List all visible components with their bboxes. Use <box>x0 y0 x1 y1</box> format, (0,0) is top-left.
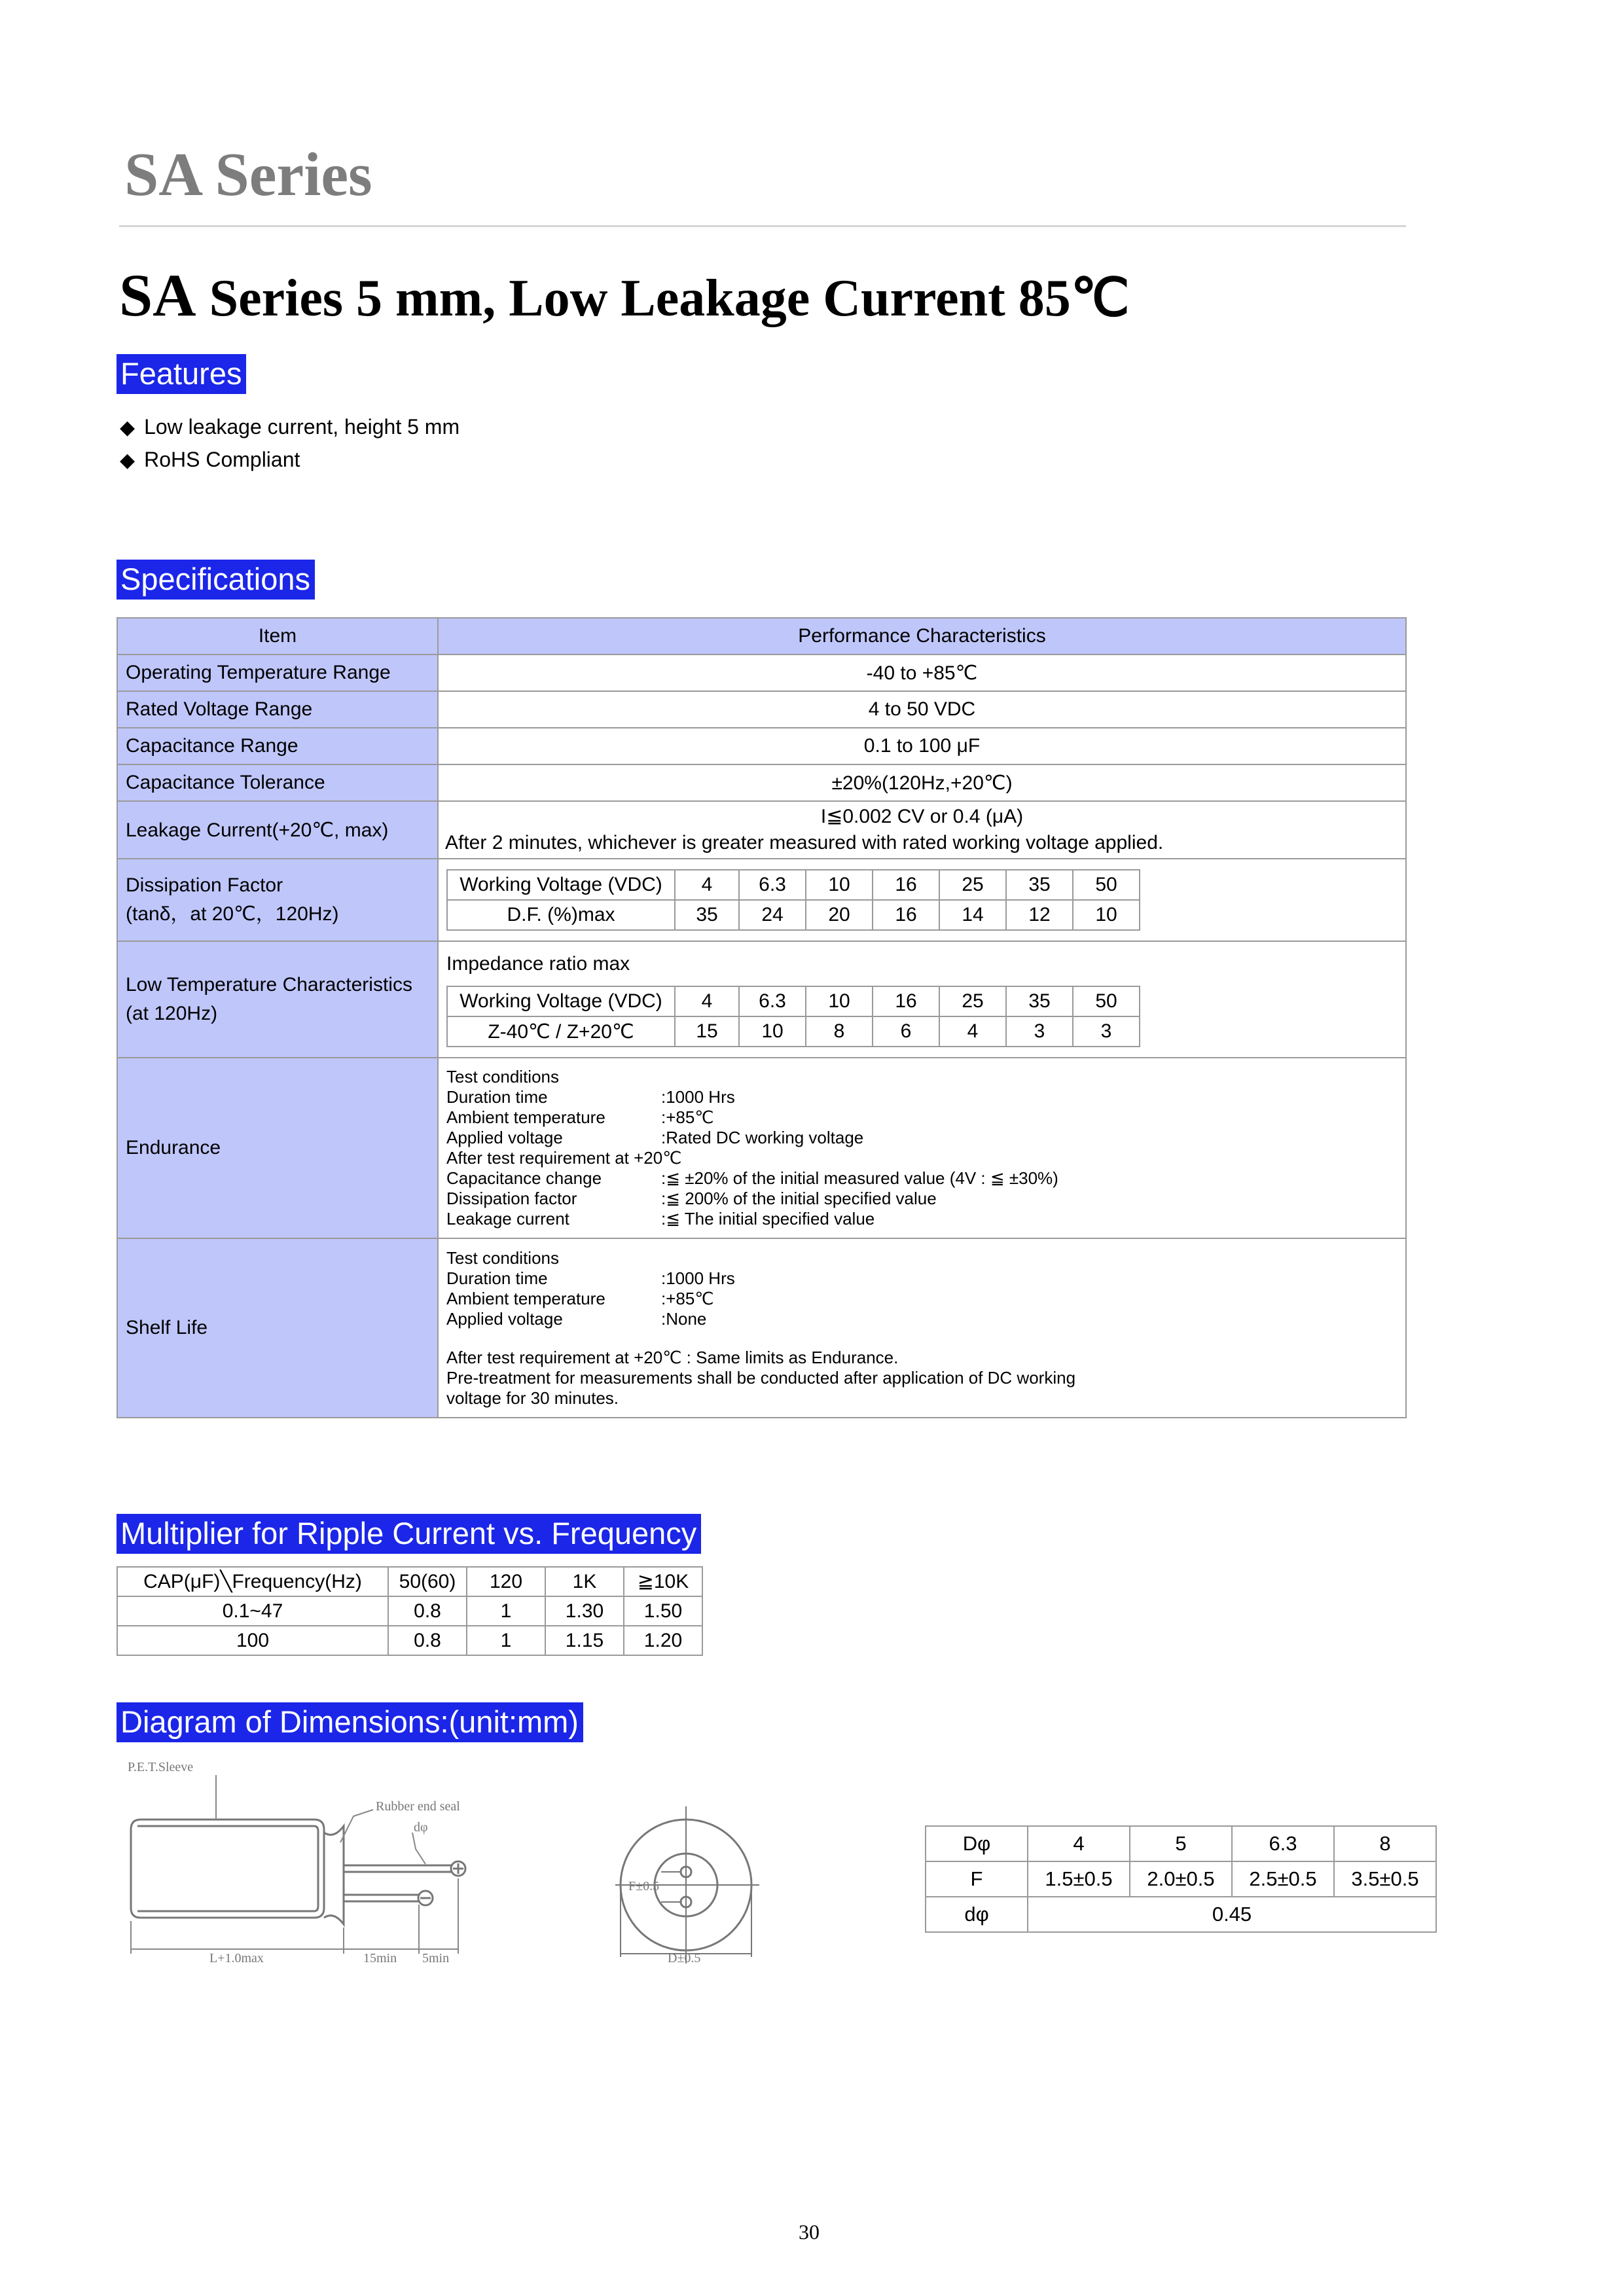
sleeve-label: P.E.T.Sleeve <box>128 1760 194 1774</box>
spec-value: 0.1 to 100 μF <box>438 728 1406 764</box>
table-row: Dφ 4 5 6.3 8 <box>926 1826 1436 1861</box>
diamond-bullet-icon: ◆ <box>120 417 135 439</box>
table-row <box>117 691 1406 728</box>
page-title-prefix: SA <box>119 262 196 329</box>
spec-label: Operating Temperature Range <box>117 655 438 691</box>
table-row <box>117 941 1406 1058</box>
table-row: D.F. (%)max 35 24 20 16 14 12 10 <box>447 900 1140 930</box>
spec-label: Leakage Current(+20℃, max) <box>117 801 438 859</box>
capacitor-side-view <box>131 1820 465 1924</box>
spec-value: Impedance ratio max Working Voltage (VDC) 4 6.3 10 16 25 35 50 Z-40℃ / Z+20℃ 15 10 8 6 4 3 3 <box>438 941 1406 1058</box>
diagram-labels <box>128 1760 700 1965</box>
table-row <box>117 764 1406 801</box>
f-tolerance-label: F±0.5 <box>628 1879 660 1893</box>
table-row: Z-40℃ / Z+20℃ 15 10 8 6 4 3 3 <box>447 1016 1140 1047</box>
series-title: SA Series <box>124 141 372 209</box>
table-row: Working Voltage (VDC) 4 6.3 10 16 25 35 50 <box>447 986 1140 1016</box>
table-row <box>117 1058 1406 1238</box>
ripple-heading: Multiplier for Ripple Current vs. Frequency <box>117 1514 701 1554</box>
sleeve-outline <box>137 1826 318 1911</box>
table-row <box>117 655 1406 691</box>
spec-label: Capacitance Tolerance <box>117 764 438 801</box>
spec-value: I≦0.002 CV or 0.4 (μA) After 2 minutes, whichever is greater measured with rated working voltage applied. <box>438 801 1406 859</box>
spec-value: -40 to +85℃ <box>438 655 1406 691</box>
table-row <box>117 859 1406 941</box>
shelf-life-conditions: Test conditions Duration time :1000 Hrs Ambient temperature :+85℃ Applied voltage :None After test requirement at +20℃ : Same limits as Endurance. Pre-treatment for measurements shall be conducted after application of DC working voltage for 30 minutes. <box>438 1238 1406 1418</box>
table-row: CAP(μF)╲Frequency(Hz) 50(60) 120 1K ≧10K <box>117 1567 702 1596</box>
spec-label: Endurance <box>117 1058 438 1238</box>
column-header-performance: Performance Characteristics <box>438 618 1406 655</box>
column-header-item: Item <box>117 618 438 655</box>
table-row: F 1.5±0.5 2.0±0.5 2.5±0.5 3.5±0.5 <box>926 1861 1436 1897</box>
spec-value: 4 to 50 VDC <box>438 691 1406 728</box>
feature-item: ◆ RoHS Compliant <box>120 448 300 471</box>
capacitor-body <box>131 1820 324 1918</box>
features-heading: Features <box>117 354 246 394</box>
lead-min-label: 15min <box>363 1951 397 1965</box>
page-title <box>119 262 1130 329</box>
spec-label: Dissipation Factor (tanδ，at 20℃，120Hz) <box>117 859 438 941</box>
spec-label: Capacitance Range <box>117 728 438 764</box>
table-row <box>117 1238 1406 1418</box>
table-row: Working Voltage (VDC) 4 6.3 10 16 25 35 50 <box>447 870 1140 900</box>
table-row <box>117 801 1406 859</box>
spec-value: ±20%(120Hz,+20℃) <box>438 764 1406 801</box>
page-title-text: Series 5 mm, Low Leakage Current 85℃ <box>196 270 1130 327</box>
ripple-table <box>117 1566 703 1656</box>
feature-item: ◆ Low leakage current, height 5 mm <box>120 415 460 439</box>
spec-label: Rated Voltage Range <box>117 691 438 728</box>
specifications-table <box>117 617 1407 1418</box>
d-tolerance-label: D±0.5 <box>668 1951 701 1965</box>
lead-diameter-label: dφ <box>414 1820 428 1835</box>
table-row: 0.1~47 0.8 1 1.30 1.50 <box>117 1596 702 1626</box>
table-row: dφ 0.45 <box>926 1897 1436 1932</box>
table-row <box>117 728 1406 764</box>
rubber-seal-label: Rubber end seal <box>376 1799 460 1814</box>
specifications-heading: Specifications <box>117 560 315 600</box>
impedance-table <box>446 986 1140 1047</box>
lead-min2-label: 5min <box>422 1951 450 1965</box>
dimension-diagram <box>118 1754 812 1983</box>
dimensions-table <box>925 1825 1437 1933</box>
page-number: 30 <box>799 2220 820 2244</box>
dimensions-heading: Diagram of Dimensions:(unit:mm) <box>117 1702 583 1742</box>
spec-label: Shelf Life <box>117 1238 438 1418</box>
endurance-conditions: Test conditions Duration time :1000 Hrs Ambient temperature :+85℃ Applied voltage :Rated DC working voltage After test requirement at +20℃ Capacitance change :≦ ±20% of the initial measured value (4V : ≦ ±30%) Dissipation factor :≦ 200% of the initial specified value Leakage current :≦ The initial specified value <box>438 1058 1406 1238</box>
spec-value <box>438 859 1406 941</box>
diamond-bullet-icon: ◆ <box>120 450 135 471</box>
table-row <box>117 618 1406 655</box>
df-table <box>446 869 1140 931</box>
length-label: L+1.0max <box>209 1951 264 1965</box>
table-row: 100 0.8 1 1.15 1.20 <box>117 1626 702 1655</box>
title-divider <box>119 225 1406 227</box>
spec-label: Low Temperature Characteristics (at 120Hz) <box>117 941 438 1058</box>
